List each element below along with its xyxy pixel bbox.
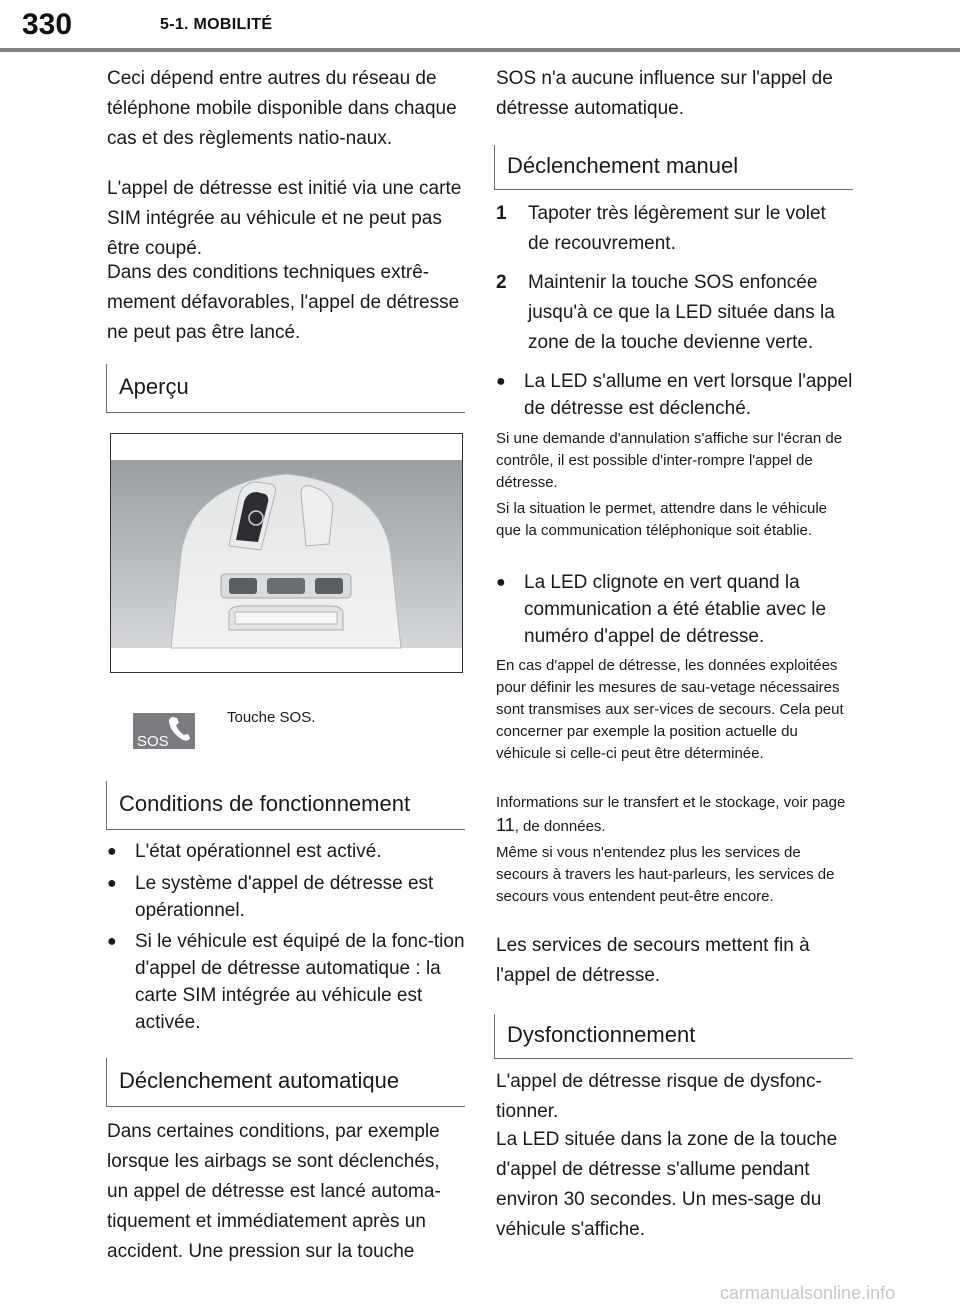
section-title: Déclenchement manuel: [507, 153, 739, 178]
overhead-console-illustration: [111, 434, 462, 672]
note-paragraph: [496, 792, 846, 838]
header-rule: [0, 48, 960, 52]
note-paragraph: En cas d'appel de détresse, les données exploitées pour définir les mesures de sau-vetage nécessaires sont transmises aux ser-vices de secours. Cela peut concerner par exemple la position actuelle du véhicule si celle-ci peut être déterminée.: [496, 657, 844, 762]
result-bullet: ● La LED clignote en vert quand la communication a été établie avec le numéro d'appel de détresse.: [494, 569, 864, 650]
section-header-conditions: [106, 781, 465, 830]
sos-caption: Touche SOS.: [227, 709, 316, 726]
phone-icon: [133, 713, 195, 749]
step-1: [496, 199, 846, 259]
intro-paragraph-2: L'appel de détresse est initié via une carte SIM intégrée au véhicule et ne peut pas être coupé.: [107, 178, 462, 259]
dysf-paragraph-1: L'appel de détresse risque de dysfonc-tionner.: [496, 1071, 822, 1122]
condition-item: ● L'état opérationnel est activé.: [105, 838, 465, 865]
note-paragraph: Si la situation le permet, attendre dans le véhicule que la communication téléphonique soit établie.: [496, 500, 828, 539]
section-title: Dysfonctionnement: [507, 1022, 696, 1047]
step-2: [496, 268, 851, 358]
chapter-title: 5-1. MOBILITÉ: [160, 16, 273, 33]
condition-item: ● Si le véhicule est équipé de la fonc-tion d'appel de détresse automatique : la carte SIM intégrée au véhicule est activée.: [105, 928, 465, 1036]
step-text: Tapoter très légèrement sur le volet de recouvrement.: [528, 203, 826, 254]
step-text: Maintenir la touche SOS enfoncée jusqu'à ce que la LED située dans la zone de la touche devienne verte.: [528, 272, 835, 353]
section-header-manual: [494, 145, 853, 190]
page-number: 330: [22, 8, 73, 41]
sos-key-icon: [133, 713, 195, 749]
end-paragraph: Les services de secours mettent fin à l'appel de détresse.: [496, 935, 810, 986]
section-header-apercu: [106, 364, 465, 413]
auto-paragraph-cont: SOS n'a aucune influence sur l'appel de détresse automatique.: [496, 68, 833, 119]
result-bullet: ● La LED s'allume en vert lorsque l'appel de détresse est déclenché.: [494, 368, 864, 422]
sos-icon-text: SOS: [137, 733, 169, 749]
section-title: Aperçu: [119, 374, 189, 399]
auto-paragraph: Dans certaines conditions, par exemple lorsque les airbags se sont déclenchés, un appel de détresse est lancé automa-tiquement et immédiatement après un accident. Une pression sur la touche: [107, 1121, 441, 1262]
step-number: 2: [496, 272, 507, 293]
intro-paragraph-1: Ceci dépend entre autres du réseau de téléphone mobile disponible dans chaque cas et des règlements natio-naux.: [107, 68, 457, 149]
dysf-paragraph-2: La LED située dans la zone de la touche d'appel de détresse s'allume pendant environ 30 secondes. Un mes-sage du véhicule s'affiche.: [496, 1129, 838, 1240]
section-title: Conditions de fonctionnement: [119, 791, 411, 816]
overhead-console-figure: [110, 433, 463, 673]
condition-item: ● Le système d'appel de détresse est opérationnel.: [105, 870, 465, 924]
intro-paragraph-3: Dans des conditions techniques extrê-mement défavorables, l'appel de détresse ne peut pas être lancé.: [107, 262, 460, 343]
step-number: 1: [496, 203, 507, 224]
section-title: Déclenchement automatique: [119, 1068, 400, 1093]
note-paragraph: Même si vous n'entendez plus les services de secours à travers les haut-parleurs, les services de secours vous entendent peut-être encore.: [496, 844, 835, 905]
page-link[interactable]: 11: [496, 815, 515, 835]
section-header-dysf: [494, 1014, 853, 1059]
note-paragraph: Si une demande d'annulation s'affiche sur l'écran de contrôle, il est possible d'inter-rompre l'appel de détresse.: [496, 430, 843, 491]
section-header-auto: [106, 1058, 465, 1107]
note-text: Informations sur le transfert et le stockage, voir page: [496, 794, 846, 811]
note-text: , de données.: [514, 818, 606, 835]
watermark: carmanualsonline.info: [720, 1283, 896, 1303]
